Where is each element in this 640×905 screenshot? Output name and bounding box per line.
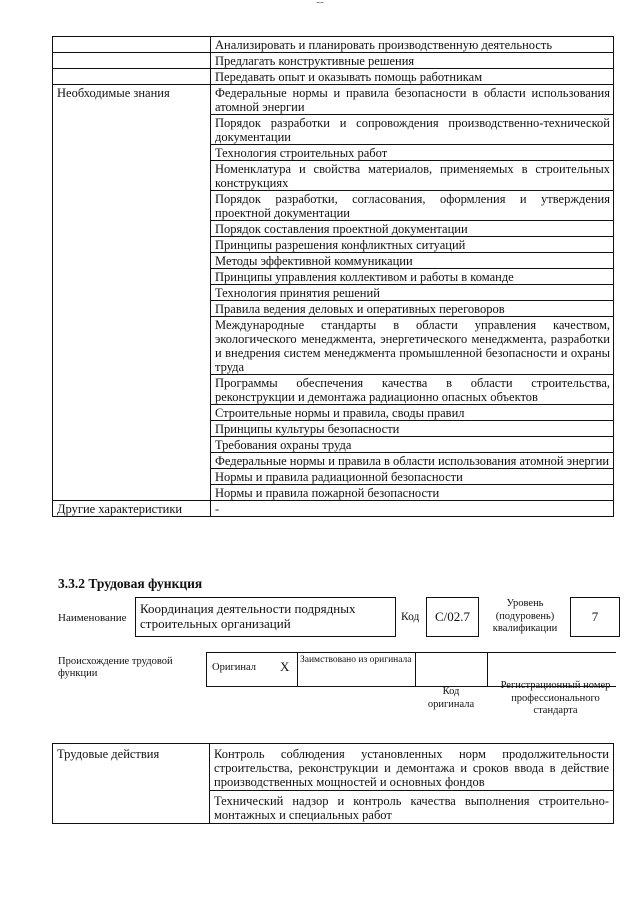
knowledge-item: Порядок разработки и сопровождения производственно-технической документации — [211, 115, 614, 145]
action-item: Контроль соблюдения установленных норм продолжительности строительства, реконструкции и демонтажа и сроков ввода в действие производственных мощностей и основных фондов — [210, 744, 614, 791]
knowledge-item: Номенклатура и свойства материалов, применяемых в строительных конструкциях — [211, 161, 614, 191]
action-row — [53, 744, 614, 791]
level-value: 7 — [591, 609, 599, 624]
knowledge-item: Принципы разрешения конфликтных ситуаций — [211, 237, 614, 253]
name-label: Наименование — [58, 612, 127, 624]
skill-label-cell — [53, 69, 211, 85]
knowledge-row — [53, 85, 614, 115]
knowledge-item: Нормы и правила радиационной безопасности — [211, 469, 614, 485]
level-box — [570, 597, 620, 637]
skill-item: Предлагать конструктивные решения — [211, 53, 614, 69]
knowledge-item: Методы эффективной коммуникации — [211, 253, 614, 269]
level-label: Уровень (подуровень) квалификации — [492, 598, 558, 634]
action-item: Технический надзор и контроль качества выполнения строительно-монтажных и специальных работ — [210, 791, 614, 824]
knowledge-item: Международные стандарты в области управления качеством, экологического менеджмента, энергетического менеджмента, разработки и внедрения систем менеджмента промышленной безопасности и охраны труда — [211, 317, 614, 375]
actions-table — [52, 743, 614, 824]
knowledge-item: Требования охраны труда — [211, 437, 614, 453]
knowledge-table — [52, 36, 614, 517]
code-label: Код — [401, 611, 420, 623]
knowledge-item: Технология строительных работ — [211, 145, 614, 161]
knowledge-item: Нормы и правила пожарной безопасности — [211, 485, 614, 501]
knowledge-item: Порядок разработки, согласования, оформления и утверждения проектной документации — [211, 191, 614, 221]
page-number: -- — [316, 0, 324, 8]
original-label: Оригинал — [212, 662, 256, 673]
code-caption: Код оригинала — [427, 686, 475, 710]
section-heading: 3.3.2 Трудовая функция — [58, 576, 203, 591]
skill-row — [53, 69, 614, 85]
other-label: Другие характеристики — [53, 501, 211, 517]
skill-label-cell — [53, 37, 211, 53]
knowledge-label: Необходимые знания — [53, 85, 211, 501]
skill-row — [53, 53, 614, 69]
skill-item: Передавать опыт и оказывать помощь работникам — [211, 69, 614, 85]
knowledge-item: Строительные нормы и правила, своды правил — [211, 405, 614, 421]
origin-divider-3 — [487, 652, 488, 686]
other-row — [53, 501, 614, 517]
origin-divider-2 — [415, 652, 416, 686]
code-value: C/02.7 — [434, 609, 471, 624]
origin-divider — [297, 652, 298, 686]
code-box — [426, 597, 479, 637]
skill-item: Анализировать и планировать производственную деятельность — [211, 37, 614, 53]
knowledge-item: Принципы управления коллективом и работы в команде — [211, 269, 614, 285]
borrowed-label: Заимствовано из оригинала — [300, 655, 412, 665]
knowledge-item: Федеральные нормы и правила в области использования атомной энергии — [211, 453, 614, 469]
name-value: Координация деятельности подрядных строительных организаций — [140, 601, 356, 631]
reg-caption: Регистрационный номер профессионального стандарта — [500, 680, 611, 716]
knowledge-item: Технология принятия решений — [211, 285, 614, 301]
skill-label-cell — [53, 53, 211, 69]
actions-label: Трудовые действия — [53, 744, 210, 824]
original-mark: X — [280, 659, 290, 674]
skill-row — [53, 37, 614, 53]
knowledge-item: Принципы культуры безопасности — [211, 421, 614, 437]
knowledge-item: Программы обеспечения качества в области строительства, реконструкции и демонтажа радиационно опасных объектов — [211, 375, 614, 405]
other-value: - — [211, 501, 614, 517]
knowledge-item: Правила ведения деловых и оперативных переговоров — [211, 301, 614, 317]
name-box — [135, 597, 396, 637]
knowledge-item: Порядок составления проектной документации — [211, 221, 614, 237]
knowledge-item: Федеральные нормы и правила безопасности в области использования атомной энергии — [211, 85, 614, 115]
origin-label: Происхождение трудовой функции — [58, 656, 173, 679]
